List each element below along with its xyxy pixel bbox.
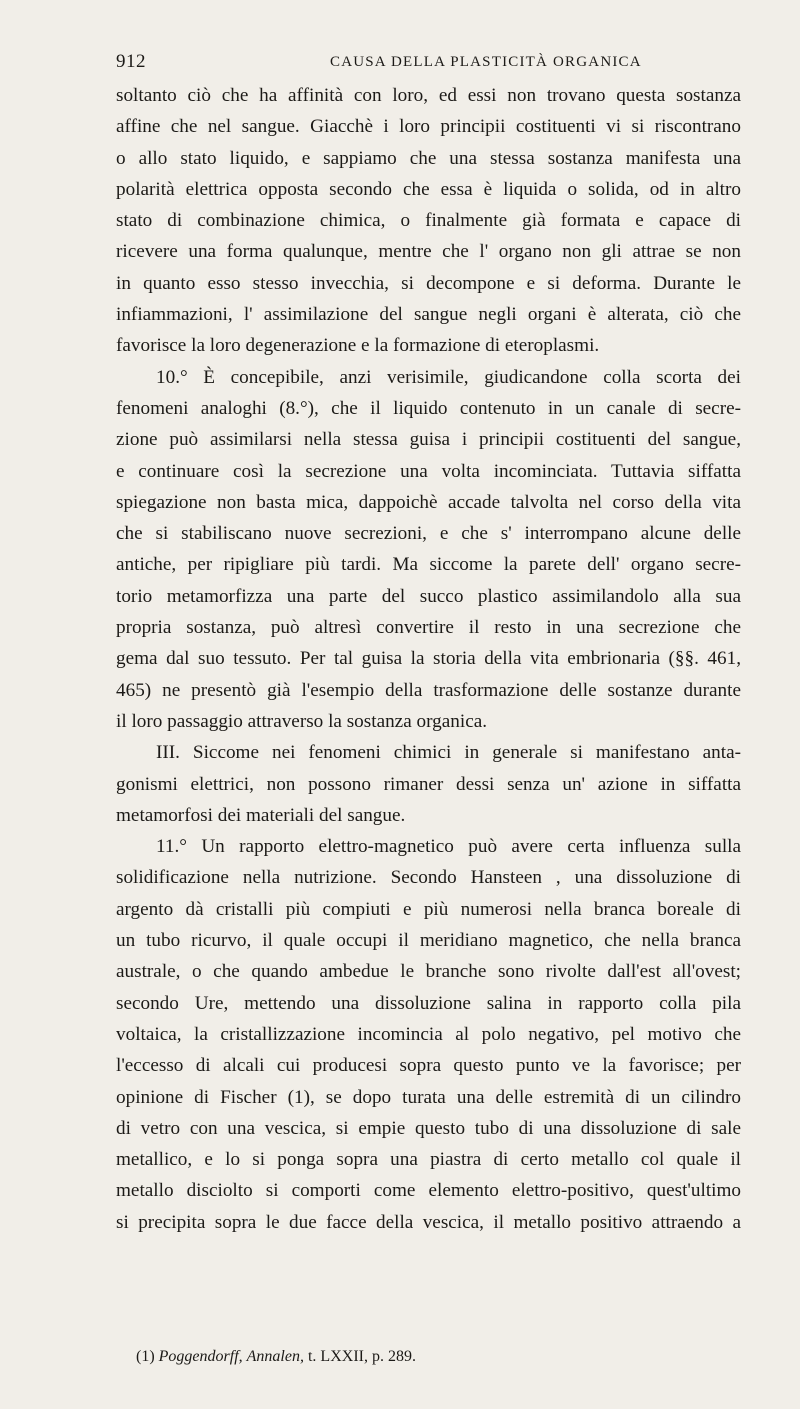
text-line: voltaica, la cristallizzazione incomincia al polo negativo, pel motivo che [116, 1023, 741, 1045]
text-line: polarità elettrica opposta secondo che essa è liquida o solida, od in altro [116, 178, 741, 200]
text-line: che si stabiliscano nuove secrezioni, e che s' interrompano alcune delle [116, 523, 741, 545]
text-line: gema dal suo tessuto. Per tal guisa la storia della vita embrionaria (§§. 461, [116, 648, 741, 670]
paragraph-11-start: 11.° Un rapporto elettro-magnetico può avere certa influenza sulla [156, 836, 741, 858]
text-line: opinione di Fischer (1), se dopo turata una delle estremità di un cilindro [116, 1086, 741, 1108]
text-line: spiegazione non basta mica, dappoichè accade talvolta nel corso della vita [116, 491, 741, 513]
paragraph-10-start: 10.° È concepibile, anzi verisimile, giudicandone colla scorta dei [156, 366, 741, 388]
text-line: secondo Ure, mettendo una dissoluzione salina in rapporto colla pila [116, 992, 741, 1014]
text-line: o allo stato liquido, e sappiamo che una stessa sostanza manifesta una [116, 147, 741, 169]
footnote-volume: t. LXXII, [307, 1348, 368, 1365]
page-header [116, 51, 740, 77]
text-line: stato di combinazione chimica, o finalmente già formata e capace di [116, 210, 741, 232]
text-line: affine che nel sangue. Giacchè i loro principii costituenti vi si riscontrano [116, 116, 741, 138]
section-iii-start: III. Siccome nei fenomeni chimici in generale si manifestano anta- [156, 742, 741, 764]
text-line: si precipita sopra le due facce della vescica, il metallo positivo attraendo a [116, 1211, 741, 1233]
footnote-author: Poggendorff, [158, 1348, 243, 1365]
running-head: CAUSA DELLA PLASTICITÀ ORGANICA [330, 54, 642, 70]
text-line: metallo disciolto si comporti come elemento elettro-positivo, quest'ultimo [116, 1180, 741, 1202]
footnote [136, 1348, 416, 1366]
text-line: argento dà cristalli più compiuti e più numerosi nella branca boreale di [116, 898, 741, 920]
text-line: ricevere una forma qualunque, mentre che l' organo non gli attrae se non [116, 241, 741, 263]
text-line: il loro passaggio attraverso la sostanza organica. [116, 710, 488, 732]
text-line: torio metamorfizza una parte del succo plastico assimilandolo alla sua [116, 585, 741, 607]
text-line: di vetro con una vescica, si empie questo tubo di una dissoluzione di sale [116, 1117, 741, 1139]
text-line: australe, o che quando ambedue le branche sono rivolte dall'est all'ovest; [116, 961, 741, 983]
text-line: e continuare così la secrezione una volta incominciata. Tuttavia siffatta [116, 460, 741, 482]
text-line: antiche, per ripigliare più tardi. Ma siccome la parete dell' organo secre- [116, 554, 741, 576]
text-line: 465) ne presentò già l'esempio della trasformazione delle sostanze durante [116, 679, 741, 701]
text-line: metallico, e lo si ponga sopra una piastra di certo metallo col quale il [116, 1149, 741, 1171]
text-line: in quanto esso stesso invecchia, si decompone e si deforma. Durante le [116, 272, 741, 294]
text-line: infiammazioni, l' assimilazione del sangue negli organi è alterata, ciò che [116, 304, 741, 326]
text-line: gonismi elettrici, non possono rimaner dessi senza un' azione in siffatta [116, 773, 741, 795]
body-text [116, 80, 741, 1238]
text-line: fenomeni analoghi (8.°), che il liquido contenuto in un canale di secre- [116, 397, 741, 419]
text-line: un tubo ricurvo, il quale occupi il meridiano magnetico, che nella branca [116, 930, 741, 952]
page-number: 912 [116, 51, 146, 72]
footnote-marker: (1) [136, 1348, 155, 1365]
text-line: soltanto ciò che ha affinità con loro, ed essi non trovano questa sostanza [116, 85, 741, 106]
footnote-page: p. 289. [371, 1348, 416, 1365]
text-line: zione può assimilarsi nella stessa guisa i principii costituenti del sangue, [116, 429, 741, 451]
text-line: solidificazione nella nutrizione. Secondo Hansteen , una dissoluzione di [116, 867, 741, 889]
text-line: metamorfosi dei materiali del sangue. [116, 804, 406, 826]
text-line: favorisce la loro degenerazione e la formazione di eteroplasmi. [116, 335, 600, 357]
text-line: l'eccesso di alcali cui producesi sopra questo punto ve la favorisce; per [116, 1055, 741, 1077]
text-line: propria sostanza, può altresì convertire il resto in una secrezione che [116, 617, 741, 639]
footnote-work: Annalen, [246, 1348, 304, 1365]
